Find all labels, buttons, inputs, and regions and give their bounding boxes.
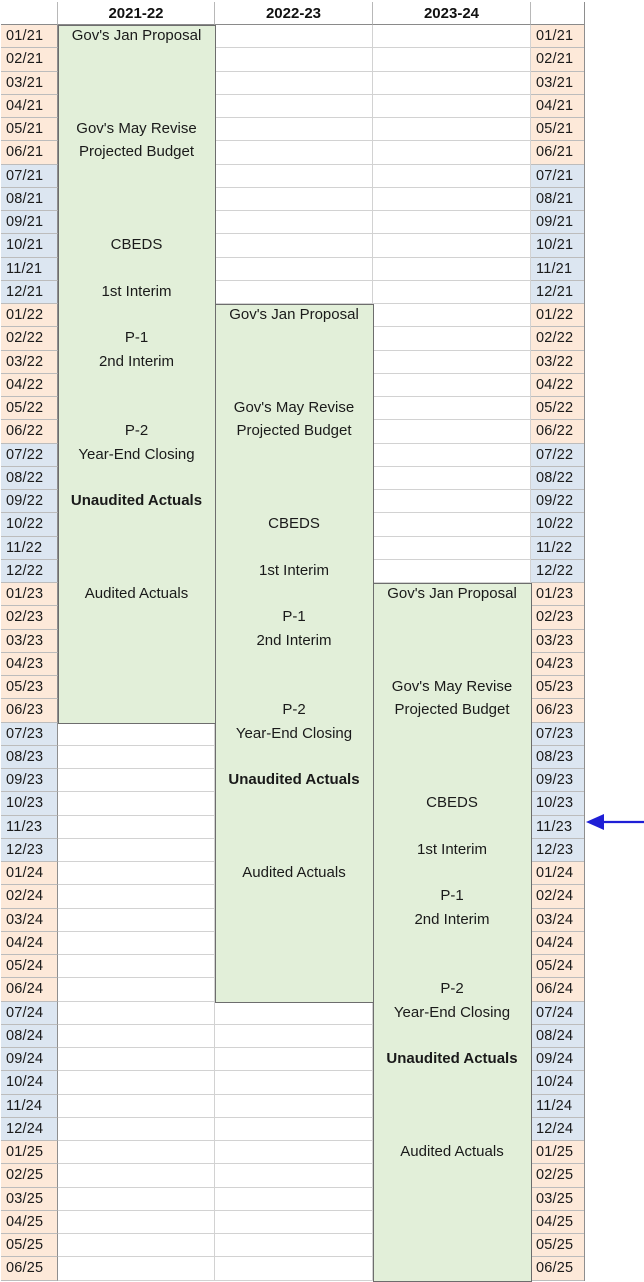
grid-cell[interactable]: [58, 1257, 215, 1281]
grid-cell[interactable]: [215, 1118, 373, 1141]
month-cell-right[interactable]: 06/24: [531, 978, 585, 1002]
month-cell-right[interactable]: 03/24: [531, 909, 585, 932]
month-cell-left[interactable]: 03/21: [1, 72, 58, 95]
month-cell-left[interactable]: 03/25: [1, 1188, 58, 1211]
grid-cell[interactable]: [215, 141, 373, 165]
month-cell-left[interactable]: 02/24: [1, 885, 58, 909]
month-cell-left[interactable]: 07/22: [1, 444, 58, 467]
grid-cell[interactable]: [373, 211, 531, 234]
grid-cell[interactable]: [373, 118, 531, 141]
month-cell-left[interactable]: 04/25: [1, 1211, 58, 1234]
month-cell-left[interactable]: 12/21: [1, 281, 58, 304]
grid-cell[interactable]: [215, 1257, 373, 1281]
header-left-month[interactable]: [1, 2, 58, 25]
month-cell-right[interactable]: 07/23: [531, 723, 585, 746]
budget-event[interactable]: P-2: [282, 701, 306, 718]
month-cell-right[interactable]: 05/23: [531, 676, 585, 699]
month-cell-right[interactable]: 03/21: [531, 72, 585, 95]
month-cell-right[interactable]: 03/22: [531, 351, 585, 374]
budget-event[interactable]: Gov's Jan Proposal: [71, 27, 202, 44]
budget-event[interactable]: P-2: [440, 980, 464, 997]
month-cell-left[interactable]: 12/23: [1, 839, 58, 862]
grid-cell[interactable]: [58, 862, 215, 885]
month-cell-right[interactable]: 05/22: [531, 397, 585, 420]
budget-event[interactable]: Audited Actuals: [242, 864, 346, 881]
grid-cell[interactable]: [373, 513, 531, 537]
month-cell-right[interactable]: 01/21: [531, 25, 585, 48]
budget-event[interactable]: CBEDS: [426, 794, 478, 811]
month-cell-right[interactable]: 08/24: [531, 1025, 585, 1048]
arrow-left-icon: [586, 812, 644, 832]
budget-event[interactable]: Gov's May Revise: [233, 399, 355, 416]
budget-event[interactable]: Unaudited Actuals: [386, 1050, 518, 1067]
month-cell-right[interactable]: 11/23: [531, 816, 585, 839]
month-cell-right[interactable]: 08/23: [531, 746, 585, 769]
month-cell-left[interactable]: 01/23: [1, 583, 58, 606]
month-cell-left[interactable]: 03/22: [1, 351, 58, 374]
month-cell-left[interactable]: 06/22: [1, 420, 58, 444]
grid-cell[interactable]: [373, 420, 531, 444]
month-cell-left[interactable]: 11/24: [1, 1095, 58, 1118]
grid-cell[interactable]: [373, 25, 531, 48]
budget-event[interactable]: Gov's May Revise: [76, 120, 197, 137]
grid-cell[interactable]: [58, 1118, 215, 1141]
grid-right-edge: [584, 2, 585, 1281]
month-cell-right[interactable]: 05/25: [531, 1234, 585, 1257]
grid-cell[interactable]: [373, 48, 531, 72]
budget-event[interactable]: 1st Interim: [258, 562, 330, 579]
month-cell-right[interactable]: 01/24: [531, 862, 585, 885]
grid-cell[interactable]: [58, 1002, 215, 1025]
grid-cell[interactable]: [215, 1211, 373, 1234]
month-cell-left[interactable]: 04/24: [1, 932, 58, 955]
grid-cell[interactable]: [215, 118, 373, 141]
month-cell-left[interactable]: 08/24: [1, 1025, 58, 1048]
budget-event[interactable]: Gov's Jan Proposal: [387, 585, 517, 602]
grid-cell[interactable]: [373, 304, 531, 327]
grid-cell[interactable]: [58, 978, 215, 1002]
grid-cell[interactable]: [215, 188, 373, 211]
month-cell-left[interactable]: 05/22: [1, 397, 58, 420]
month-cell-right[interactable]: 07/21: [531, 165, 585, 188]
header-fy-2023-24[interactable]: 2023-24: [373, 2, 531, 25]
month-cell-left[interactable]: 01/21: [1, 25, 58, 48]
month-cell-left[interactable]: 09/23: [1, 769, 58, 792]
month-cell-right[interactable]: 09/23: [531, 769, 585, 792]
month-cell-right[interactable]: 12/22: [531, 560, 585, 583]
month-cell-left[interactable]: 10/21: [1, 234, 58, 258]
month-cell-left[interactable]: 02/22: [1, 327, 58, 351]
grid-cell[interactable]: [215, 95, 373, 118]
grid-cell[interactable]: [58, 839, 215, 862]
month-cell-right[interactable]: 12/24: [531, 1118, 585, 1141]
budget-event[interactable]: Projected Budget: [78, 143, 195, 160]
month-cell-right[interactable]: 07/22: [531, 444, 585, 467]
month-cell-left[interactable]: 12/22: [1, 560, 58, 583]
month-cell-right[interactable]: 08/22: [531, 467, 585, 490]
month-cell-left[interactable]: 08/21: [1, 188, 58, 211]
grid-cell[interactable]: [373, 397, 531, 420]
month-cell-right[interactable]: 10/24: [531, 1071, 585, 1095]
grid-cell[interactable]: [215, 72, 373, 95]
month-cell-right[interactable]: 06/23: [531, 699, 585, 723]
grid-cell[interactable]: [58, 1095, 215, 1118]
grid-cell[interactable]: [373, 444, 531, 467]
budget-event[interactable]: P-2: [124, 422, 149, 439]
month-cell-left[interactable]: 06/24: [1, 978, 58, 1002]
header-fy-2021-22[interactable]: 2021-22: [58, 2, 215, 25]
month-cell-right[interactable]: 01/22: [531, 304, 585, 327]
grid-cell[interactable]: [215, 1141, 373, 1164]
month-cell-right[interactable]: 08/21: [531, 188, 585, 211]
grid-cell[interactable]: [373, 327, 531, 351]
grid-cell[interactable]: [373, 188, 531, 211]
month-cell-right[interactable]: 06/22: [531, 420, 585, 444]
month-cell-right[interactable]: 12/23: [531, 839, 585, 862]
month-cell-left[interactable]: 07/23: [1, 723, 58, 746]
budget-event[interactable]: 1st Interim: [101, 283, 172, 300]
grid-cell[interactable]: [373, 234, 531, 258]
budget-event[interactable]: Year-End Closing: [393, 1004, 511, 1021]
month-cell-left[interactable]: 09/22: [1, 490, 58, 513]
month-cell-left[interactable]: 10/22: [1, 513, 58, 537]
grid-cell[interactable]: [373, 351, 531, 374]
month-cell-left[interactable]: 04/22: [1, 374, 58, 397]
budget-event[interactable]: Projected Budget: [394, 701, 510, 718]
budget-event[interactable]: CBEDS: [110, 236, 163, 253]
month-cell-right[interactable]: 01/23: [531, 583, 585, 606]
grid-cell[interactable]: [373, 537, 531, 560]
grid-cell[interactable]: [215, 1048, 373, 1071]
month-cell-left[interactable]: 04/23: [1, 653, 58, 676]
budget-event[interactable]: Unaudited Actuals: [228, 771, 360, 788]
grid-cell[interactable]: [58, 792, 215, 816]
grid-cell[interactable]: [373, 490, 531, 513]
month-cell-left[interactable]: 07/24: [1, 1002, 58, 1025]
month-cell-left[interactable]: 06/25: [1, 1257, 58, 1281]
month-cell-right[interactable]: 12/21: [531, 281, 585, 304]
month-cell-left[interactable]: 06/21: [1, 141, 58, 165]
header-right-month[interactable]: [531, 2, 585, 25]
budget-event[interactable]: 2nd Interim: [256, 632, 332, 649]
month-cell-left[interactable]: 05/21: [1, 118, 58, 141]
header-fy-2022-23[interactable]: 2022-23: [215, 2, 373, 25]
grid-cell[interactable]: [58, 746, 215, 769]
month-cell-left[interactable]: 05/25: [1, 1234, 58, 1257]
budget-event[interactable]: P-1: [440, 887, 464, 904]
month-cell-right[interactable]: 06/21: [531, 141, 585, 165]
month-cell-right[interactable]: 02/24: [531, 885, 585, 909]
grid-cell[interactable]: [58, 1141, 215, 1164]
grid-cell[interactable]: [58, 955, 215, 978]
grid-cell[interactable]: [373, 165, 531, 188]
month-cell-left[interactable]: 11/23: [1, 816, 58, 839]
budget-event[interactable]: Unaudited Actuals: [70, 492, 203, 509]
month-cell-left[interactable]: 01/22: [1, 304, 58, 327]
month-cell-left[interactable]: 02/21: [1, 48, 58, 72]
month-cell-left[interactable]: 03/23: [1, 630, 58, 653]
budget-event[interactable]: Year-End Closing: [78, 446, 195, 463]
month-cell-left[interactable]: 06/23: [1, 699, 58, 723]
month-cell-right[interactable]: 09/22: [531, 490, 585, 513]
grid-cell[interactable]: [58, 1164, 215, 1188]
budget-event[interactable]: P-1: [282, 608, 306, 625]
grid-cell[interactable]: [215, 1002, 373, 1025]
budget-event[interactable]: 2nd Interim: [414, 911, 490, 928]
grid-cell[interactable]: [58, 1048, 215, 1071]
month-cell-left[interactable]: 11/22: [1, 537, 58, 560]
month-cell-right[interactable]: 03/25: [531, 1188, 585, 1211]
month-cell-right[interactable]: 02/22: [531, 327, 585, 351]
grid-cell[interactable]: [373, 72, 531, 95]
grid-cell[interactable]: [373, 467, 531, 490]
grid-cell[interactable]: [215, 1234, 373, 1257]
grid-cell[interactable]: [215, 25, 373, 48]
grid-cell[interactable]: [58, 932, 215, 955]
month-cell-right[interactable]: 02/21: [531, 48, 585, 72]
budget-event[interactable]: Audited Actuals: [400, 1143, 504, 1160]
grid-cell[interactable]: [215, 281, 373, 304]
budget-event[interactable]: Audited Actuals: [84, 585, 189, 602]
grid-cell[interactable]: [373, 281, 531, 304]
grid-cell[interactable]: [58, 769, 215, 792]
grid-cell[interactable]: [373, 141, 531, 165]
month-cell-right[interactable]: 02/23: [531, 606, 585, 630]
grid-cell[interactable]: [215, 234, 373, 258]
grid-cell[interactable]: [373, 95, 531, 118]
grid-cell[interactable]: [58, 1025, 215, 1048]
month-cell-left[interactable]: 08/22: [1, 467, 58, 490]
month-cell-right[interactable]: 11/21: [531, 258, 585, 281]
month-cell-right[interactable]: 05/24: [531, 955, 585, 978]
month-cell-left[interactable]: 05/23: [1, 676, 58, 699]
month-cell-right[interactable]: 10/21: [531, 234, 585, 258]
grid-cell[interactable]: [215, 48, 373, 72]
grid-cell[interactable]: [58, 1234, 215, 1257]
grid-cell[interactable]: [373, 258, 531, 281]
grid-cell[interactable]: [58, 723, 215, 746]
month-cell-right[interactable]: 02/25: [531, 1164, 585, 1188]
month-cell-right[interactable]: 04/21: [531, 95, 585, 118]
month-cell-right[interactable]: 11/24: [531, 1095, 585, 1118]
month-cell-right[interactable]: 05/21: [531, 118, 585, 141]
budget-event[interactable]: Gov's Jan Proposal: [229, 306, 359, 323]
month-cell-right[interactable]: 04/24: [531, 932, 585, 955]
grid-cell[interactable]: [215, 1188, 373, 1211]
month-cell-left[interactable]: 09/24: [1, 1048, 58, 1071]
month-cell-left[interactable]: 01/25: [1, 1141, 58, 1164]
grid-cell[interactable]: [215, 1025, 373, 1048]
month-cell-right[interactable]: 09/21: [531, 211, 585, 234]
grid-cell[interactable]: [58, 1188, 215, 1211]
month-cell-right[interactable]: 09/24: [531, 1048, 585, 1071]
grid-cell[interactable]: [215, 1095, 373, 1118]
grid-cell[interactable]: [58, 885, 215, 909]
grid-cell[interactable]: [215, 211, 373, 234]
grid-cell[interactable]: [215, 258, 373, 281]
month-cell-right[interactable]: 03/23: [531, 630, 585, 653]
grid-cell[interactable]: [373, 374, 531, 397]
month-cell-right[interactable]: 06/25: [531, 1257, 585, 1281]
budget-event[interactable]: CBEDS: [268, 515, 320, 532]
month-cell-right[interactable]: 04/22: [531, 374, 585, 397]
grid-cell[interactable]: [215, 1164, 373, 1188]
month-cell-left[interactable]: 01/24: [1, 862, 58, 885]
month-cell-right[interactable]: 04/23: [531, 653, 585, 676]
grid-cell[interactable]: [215, 1071, 373, 1095]
month-cell-left[interactable]: 02/23: [1, 606, 58, 630]
month-cell-left[interactable]: 09/21: [1, 211, 58, 234]
budget-event[interactable]: 1st Interim: [416, 841, 488, 858]
month-cell-left[interactable]: 10/23: [1, 792, 58, 816]
month-cell-left[interactable]: 10/24: [1, 1071, 58, 1095]
month-cell-right[interactable]: 10/23: [531, 792, 585, 816]
grid-cell[interactable]: [58, 816, 215, 839]
month-cell-left[interactable]: 05/24: [1, 955, 58, 978]
month-cell-left[interactable]: 12/24: [1, 1118, 58, 1141]
budget-event[interactable]: Gov's May Revise: [391, 678, 513, 695]
budget-event[interactable]: P-1: [124, 329, 149, 346]
month-cell-right[interactable]: 04/25: [531, 1211, 585, 1234]
month-cell-right[interactable]: 07/24: [531, 1002, 585, 1025]
month-cell-left[interactable]: 11/21: [1, 258, 58, 281]
month-cell-right[interactable]: 11/22: [531, 537, 585, 560]
month-cell-left[interactable]: 03/24: [1, 909, 58, 932]
budget-event[interactable]: Projected Budget: [236, 422, 352, 439]
month-cell-left[interactable]: 07/21: [1, 165, 58, 188]
grid-cell[interactable]: [58, 1211, 215, 1234]
grid-cell[interactable]: [58, 1071, 215, 1095]
month-cell-left[interactable]: 04/21: [1, 95, 58, 118]
grid-cell[interactable]: [58, 909, 215, 932]
grid-cell[interactable]: [373, 560, 531, 583]
month-cell-left[interactable]: 08/23: [1, 746, 58, 769]
grid-cell[interactable]: [215, 165, 373, 188]
month-cell-left[interactable]: 02/25: [1, 1164, 58, 1188]
budget-event[interactable]: 2nd Interim: [98, 353, 175, 370]
month-cell-right[interactable]: 10/22: [531, 513, 585, 537]
budget-event[interactable]: Year-End Closing: [235, 725, 353, 742]
month-cell-right[interactable]: 01/25: [531, 1141, 585, 1164]
